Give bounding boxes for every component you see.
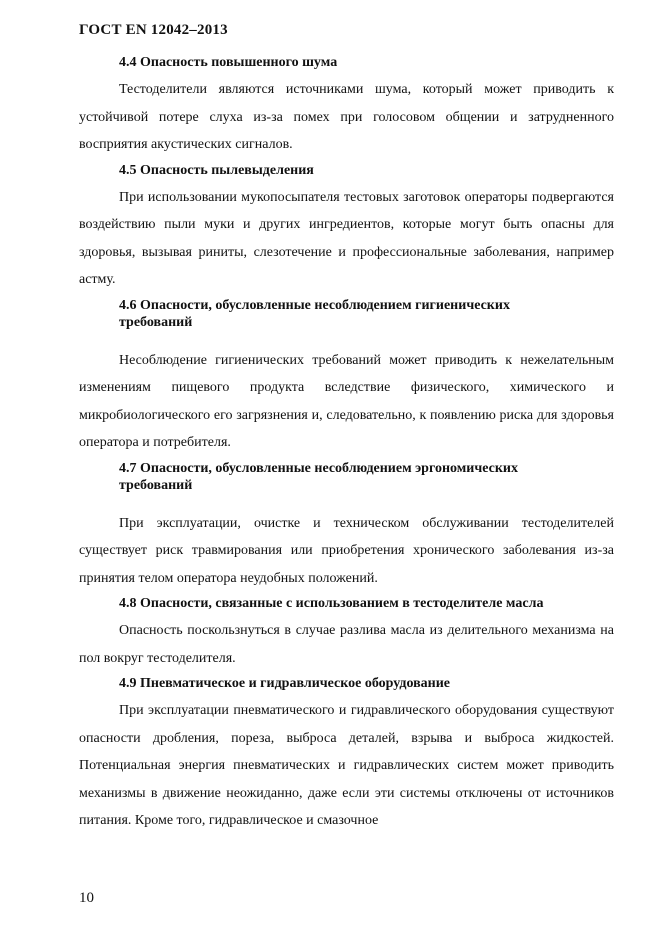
document-body [79, 54, 614, 835]
section-paragraph: При использовании мукопосыпателя тестовых заготовок операторы подвергаются воздействию пыли муки и других ингредиентов, которые могут быть опасны для здоровья, вызывая риниты, слезотечение и профессиональные заболевания, например астму. [79, 189, 614, 287]
section-paragraph: Тестоделители являются источниками шума, который может приводить к устойчивой потере слуха из-за помех при голосовом общении и затрудненного восприятия акустических сигналов. [79, 82, 614, 152]
section-paragraph: При эксплуатации пневматического и гидравлического оборудования существуют опасности дробления, пореза, выброса деталей, взрыва и выброса жидкостей. Потенциальная энергия пневматических и гидравлических систем может приводить механизмы в движение неожиданно, даже если эти системы отключены от источников питания. Кроме того, гидравлическое и смазочное [79, 703, 614, 828]
section-4-6 [79, 297, 614, 457]
page-number: 10 [79, 890, 94, 906]
section-4-7 [79, 460, 614, 593]
section-heading: 4.6 Опасности, обусловленные несоблюдением гигиенических требований [119, 297, 510, 330]
section-paragraph: Опасность поскользнуться в случае разлива масла из делительного механизма на пол вокруг тестоделителя. [79, 623, 614, 666]
section-heading: 4.8 Опасности, связанные с использованием в тестоделителе масла [119, 596, 544, 611]
section-heading: 4.5 Опасность пылевыделения [119, 162, 314, 178]
section-heading: 4.9 Пневматическое и гидравлическое оборудование [119, 676, 451, 691]
section-paragraph: Несоблюдение гигиенических требований может приводить к нежелательным изменениям пищевого продукта вследствие физического, химического и микробиологического его загрязнения и, следовательно, к появлению риска для здоровья оператора и потребителя. [79, 352, 614, 450]
section-4-5 [79, 162, 614, 294]
section-4-8 [79, 595, 614, 672]
section-heading: 4.4 Опасность повышенного шума [119, 55, 338, 70]
section-4-9 [79, 675, 614, 835]
section-heading: 4.7 Опасности, обусловленные несоблюдением эргономических требований [119, 460, 518, 493]
document-header-title: ГОСТ EN 12042–2013 [79, 22, 228, 38]
section-paragraph: При эксплуатации, очистке и техническом обслуживании тестоделителей существует риск травмирования или приобретения хронического заболевания из-за принятия телом оператора неудобных положений. [79, 515, 614, 586]
section-4-4 [79, 54, 614, 159]
